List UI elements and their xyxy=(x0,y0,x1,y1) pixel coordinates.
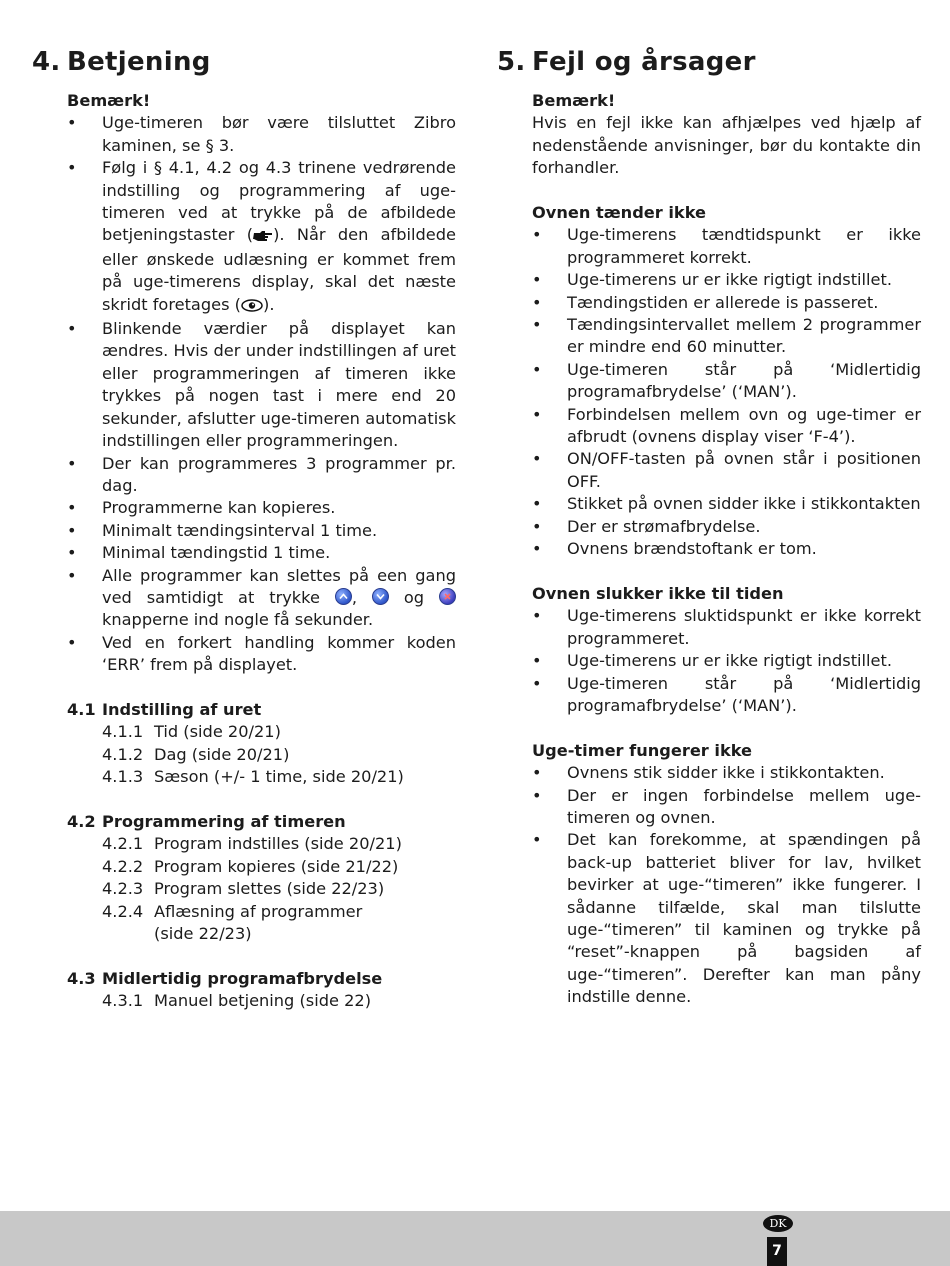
pointing-hand-icon xyxy=(253,226,273,248)
language-badge: DK xyxy=(763,1215,793,1232)
fault-group xyxy=(532,202,921,561)
toc-item: 4.1.1 Tid (side 20/21) xyxy=(102,722,281,742)
up-button-icon xyxy=(335,588,352,605)
toc-item: 4.2.2 Program kopieres (side 21/22) xyxy=(102,856,399,876)
down-button-icon xyxy=(372,588,389,605)
section-title: Betjening xyxy=(67,47,211,77)
fault-group-title: Ovnen tænder ikke xyxy=(532,203,707,223)
list-item: • Der kan programmeres 3 programmer pr. dag. xyxy=(67,453,456,498)
list-item: • Uge-timeren bør være tilsluttet Zibro kaminen, se § 3. xyxy=(67,112,456,157)
list-item: • Ved en forkert handling kommer koden ‘ERR’ frem på displayet. xyxy=(67,632,456,677)
list-item: • Uge-timerens tændtidspunkt er ikke programmeret korrekt. xyxy=(532,224,921,269)
list-item: • Følg i § 4.1, 4.2 og 4.3 trinene vedrørende indstilling og programmering af uge-timeren ved at trykke på de afbildede betjeningstaster ( ). Når den afbildede eller ønskede udlæsning er kommet frem på uge-timerens display, skal det næste skridt foretages ( ). xyxy=(67,157,456,318)
bullet-list xyxy=(532,762,921,1008)
section-heading xyxy=(32,46,456,90)
note-label: Bemærk! xyxy=(532,91,616,110)
toc-item: 4.2.3 Program slettes (side 22/23) xyxy=(102,879,385,899)
section-number: 4. xyxy=(32,47,61,77)
list-item: • Tændingsintervallet mellem 2 programmer er mindre end 60 minutter. xyxy=(532,314,921,359)
eye-icon xyxy=(241,296,263,318)
toc-item: 4.1.3 Sæson (+/- 1 time, side 20/21) xyxy=(102,767,404,787)
list-item: • Uge-timerens ur er ikke rigtigt indstillet. xyxy=(532,269,921,291)
list-item: • Minimal tændingstid 1 time. xyxy=(67,542,456,564)
footer-bar xyxy=(0,1211,950,1266)
section-betjening xyxy=(32,46,456,1013)
list-item: • Der er ingen forbindelse mellem uge-timeren og ovnen. xyxy=(532,785,921,830)
bullet-list xyxy=(532,605,921,717)
list-item: • ON/OFF-tasten på ovnen står i positionen OFF. xyxy=(532,448,921,493)
list-item: • Uge-timerens sluktidspunkt er ikke korrekt programmeret. xyxy=(532,605,921,650)
list-item: • Det kan forekomme, at spændingen på back-up batteriet bliver for lav, hvilket bevirker at uge-“timeren” ikke fungerer. I sådanne tilfælde, skal man tilslutte uge-“timeren” til kaminen og trykke på “reset”-knappen på bagsiden af uge-“timeren”. Derefter kan man påny indstille denne. xyxy=(532,829,921,1008)
fault-group-title: Ovnen slukker ikke til tiden xyxy=(532,583,784,603)
toc-item: 4.2.1 Program indstilles (side 20/21) xyxy=(102,834,402,854)
list-item: • Minimalt tændingsinterval 1 time. xyxy=(67,520,456,542)
section-heading xyxy=(497,46,921,90)
list-item: • Uge-timeren står på ‘Midlertidig programafbrydelse’ (‘MAN’). xyxy=(532,673,921,718)
list-item: • Blinkende værdier på displayet kan ændres. Hvis der under indstillingen af uret eller programmeringen af timeren ikke trykkes på nogen tast i mere end 20 sekunder, afslutter uge-timeren automatisk indstillingen eller programmeringen. xyxy=(67,318,456,452)
cancel-button-icon xyxy=(439,588,456,605)
toc-item: 4.2.4 Aflæsning af programmer (side 22/23) xyxy=(102,901,363,943)
bullet-list xyxy=(67,112,456,676)
list-item: • Der er strømafbrydelse. xyxy=(532,516,921,538)
list-item: • Tændingstiden er allerede is passeret. xyxy=(532,292,921,314)
note-text: Hvis en fejl ikke kan afhjælpes ved hjælp af nedenstående anvisninger, bør du kontakte din forhandler. xyxy=(532,113,921,178)
list-item: • Uge-timeren står på ‘Midlertidig programafbrydelse’ (‘MAN’). xyxy=(532,359,921,404)
list-item: • Programmerne kan kopieres. xyxy=(67,497,456,519)
list-item: • Ovnens brændstoftank er tom. xyxy=(532,538,921,560)
list-item: • Forbindelsen mellem ovn og uge-timer er afbrudt (ovnens display viser ‘F-4’). xyxy=(532,404,921,449)
subsection-4-1: 4.1 Indstilling af uret 4.1.1 Tid (side 20/21) 4.1.2 Dag (side 20/21) 4.1.3 Sæson (+/- 1 time, side 20/21) xyxy=(67,699,456,789)
toc-item: 4.1.2 Dag (side 20/21) xyxy=(102,744,290,764)
list-item: • Ovnens stik sidder ikke i stikkontakten. xyxy=(532,762,921,784)
fault-group xyxy=(532,583,921,717)
fault-group-title: Uge-timer fungerer ikke xyxy=(532,740,753,760)
section-fejl-og-arsager xyxy=(497,46,921,1009)
bullet-list xyxy=(532,224,921,560)
list-item: • Alle programmer kan slettes på een gang ved samtidigt at trykke , og knapperne ind nogle få sekunder. xyxy=(67,565,456,632)
list-item: • Stikket på ovnen sidder ikke i stikkontakten xyxy=(532,493,921,515)
page-number: 7 xyxy=(767,1237,787,1266)
section-number: 5. xyxy=(497,47,526,77)
note-label: Bemærk! xyxy=(67,91,151,110)
subsection-4-3: 4.3 Midlertidig programafbrydelse 4.3.1 Manuel betjening (side 22) xyxy=(67,968,456,1013)
fault-group xyxy=(532,740,921,1009)
section-title: Fejl og årsager xyxy=(532,47,756,77)
toc-item: 4.3.1 Manuel betjening (side 22) xyxy=(102,991,372,1011)
subsection-4-2: 4.2 Programmering af timeren 4.2.1 Program indstilles (side 20/21) 4.2.2 Program kopieres (side 21/22) 4.2.3 Program slettes (side 22/23) 4.2.4 Aflæsning af programmer (side 22/23) xyxy=(67,811,456,945)
list-item: • Uge-timerens ur er ikke rigtigt indstillet. xyxy=(532,650,921,672)
